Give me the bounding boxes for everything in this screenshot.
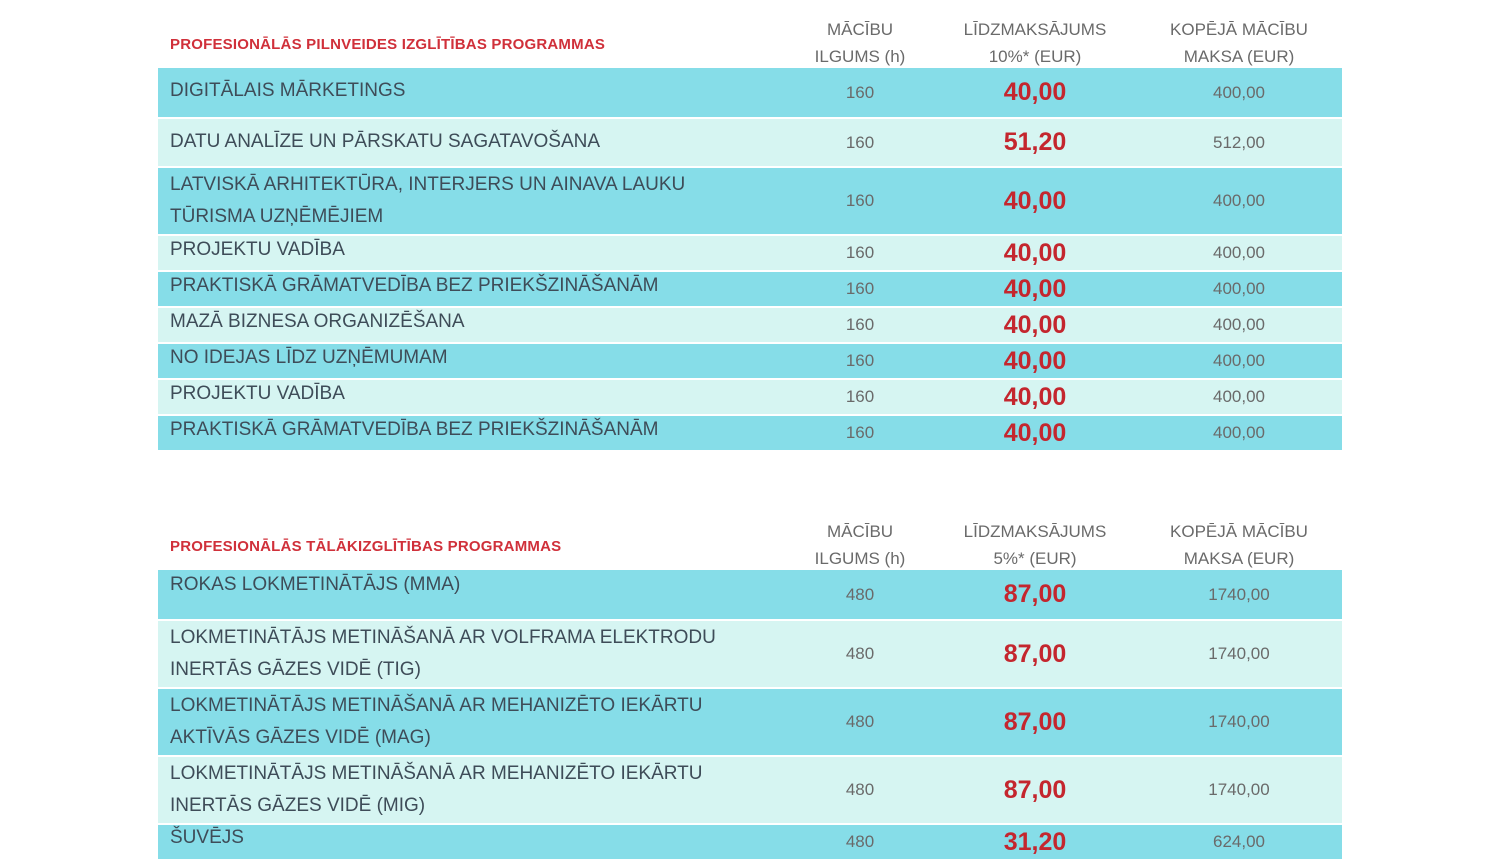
duration-value: 160 [845, 279, 875, 298]
duration-value: 160 [845, 315, 875, 334]
program-name: LOKMETINĀTĀJS METINĀŠANĀ AR VOLFRAMA ELEKTRODU INERTĀS GĀZES VIDĒ (TIG) [170, 627, 716, 680]
program-name: ŠUVĒJS [170, 827, 244, 848]
duration-value: 160 [845, 82, 875, 102]
duration-value: 160 [845, 423, 875, 442]
copayment-value: 40,00 [1003, 418, 1067, 447]
table-row [158, 570, 1342, 619]
total-cost-value: 400,00 [1213, 191, 1265, 210]
total-cost-value: 624,00 [1213, 832, 1265, 851]
copayment-value: 40,00 [1003, 238, 1067, 267]
program-name: LOKMETINĀTĀJS METINĀŠANĀ AR MEHANIZĒTO IEKĀRTU INERTĀS GĀZES VIDĒ (MIG) [170, 763, 703, 816]
column-header-duration: MĀCĪBU ILGUMS (h) [814, 20, 906, 66]
program-name: DIGITĀLAIS MĀRKETINGS [170, 80, 406, 101]
programs-table [158, 68, 1342, 450]
column-header-copayment: LĪDZMAKSĀJUMS 10%* (EUR) [963, 20, 1107, 66]
duration-value: 160 [845, 387, 875, 406]
section-header [158, 14, 1342, 68]
total-cost-value: 400,00 [1213, 243, 1265, 262]
total-cost-value: 400,00 [1213, 82, 1265, 102]
copayment-value: 40,00 [1003, 310, 1067, 339]
programs-table [158, 570, 1342, 859]
duration-value: 480 [845, 584, 875, 604]
copayment-value: 87,00 [1003, 775, 1067, 804]
duration-value: 480 [845, 832, 875, 851]
total-cost-value: 400,00 [1213, 423, 1265, 442]
total-cost-value: 1740,00 [1208, 584, 1270, 604]
table-row [158, 619, 1342, 687]
program-name: PRAKTISKĀ GRĀMATVEDĪBA BEZ PRIEKŠZINĀŠANĀM [170, 275, 659, 296]
section-title: PROFESIONĀLĀS TĀLĀKIZGLĪTĪBAS PROGRAMMAS [170, 538, 562, 555]
table-row [158, 306, 1342, 342]
table-row [158, 378, 1342, 414]
column-header-duration: MĀCĪBU ILGUMS (h) [814, 522, 906, 568]
copayment-value: 40,00 [1003, 186, 1067, 215]
table-row [158, 414, 1342, 450]
table-row [158, 342, 1342, 378]
copayment-value: 31,20 [1003, 827, 1067, 856]
column-header-total-cost: KOPĒJĀ MĀCĪBU MAKSA (EUR) [1170, 20, 1308, 66]
duration-value: 160 [845, 351, 875, 370]
duration-value: 160 [845, 132, 875, 152]
column-header-copayment: LĪDZMAKSĀJUMS 5%* (EUR) [963, 522, 1107, 568]
total-cost-value: 1740,00 [1208, 644, 1270, 663]
total-cost-value: 1740,00 [1208, 712, 1270, 731]
program-name: DATU ANALĪZE UN PĀRSKATU SAGATAVOŠANA [170, 131, 601, 152]
total-cost-value: 400,00 [1213, 351, 1265, 370]
table-row [158, 68, 1342, 117]
table-row [158, 166, 1342, 234]
program-name: LOKMETINĀTĀJS METINĀŠANĀ AR MEHANIZĒTO IEKĀRTU AKTĪVĀS GĀZES VIDĒ (MAG) [170, 695, 703, 748]
table-row [158, 270, 1342, 306]
section-header [158, 516, 1342, 570]
duration-value: 480 [845, 712, 875, 731]
duration-value: 160 [845, 243, 875, 262]
table-row [158, 117, 1342, 166]
program-name: ROKAS LOKMETINĀTĀJS (MMA) [170, 574, 461, 595]
copayment-value: 40,00 [1003, 274, 1067, 303]
duration-value: 480 [845, 780, 875, 799]
section-continuing-education [158, 14, 1342, 450]
copayment-value: 87,00 [1003, 580, 1067, 608]
section-further-education [158, 516, 1342, 859]
total-cost-value: 512,00 [1213, 132, 1265, 152]
program-name: PROJEKTU VADĪBA [170, 239, 345, 260]
copayment-value: 40,00 [1003, 78, 1067, 106]
section-title: PROFESIONĀLĀS PILNVEIDES IZGLĪTĪBAS PROGRAMMAS [170, 36, 606, 53]
copayment-value: 40,00 [1003, 346, 1067, 375]
total-cost-value: 400,00 [1213, 387, 1265, 406]
duration-value: 160 [845, 191, 875, 210]
table-row [158, 823, 1342, 859]
duration-value: 480 [845, 644, 875, 663]
program-name: PRAKTISKĀ GRĀMATVEDĪBA BEZ PRIEKŠZINĀŠANĀM [170, 419, 659, 440]
column-header-total-cost: KOPĒJĀ MĀCĪBU MAKSA (EUR) [1170, 522, 1308, 568]
program-name: PROJEKTU VADĪBA [170, 383, 345, 404]
program-name: LATVISKĀ ARHITEKTŪRA, INTERJERS UN AINAVA LAUKU TŪRISMA UZŅĒMĒJIEM [170, 174, 686, 227]
total-cost-value: 400,00 [1213, 315, 1265, 334]
table-row [158, 234, 1342, 270]
total-cost-value: 1740,00 [1208, 780, 1270, 799]
total-cost-value: 400,00 [1213, 279, 1265, 298]
table-row [158, 755, 1342, 823]
table-row [158, 687, 1342, 755]
copayment-value: 51,20 [1003, 128, 1067, 156]
program-name: MAZĀ BIZNESA ORGANIZĒŠANA [170, 311, 465, 332]
program-name: NO IDEJAS LĪDZ UZŅĒMUMAM [170, 347, 448, 368]
copayment-value: 87,00 [1003, 707, 1067, 736]
copayment-value: 87,00 [1003, 639, 1067, 668]
copayment-value: 40,00 [1003, 382, 1067, 411]
